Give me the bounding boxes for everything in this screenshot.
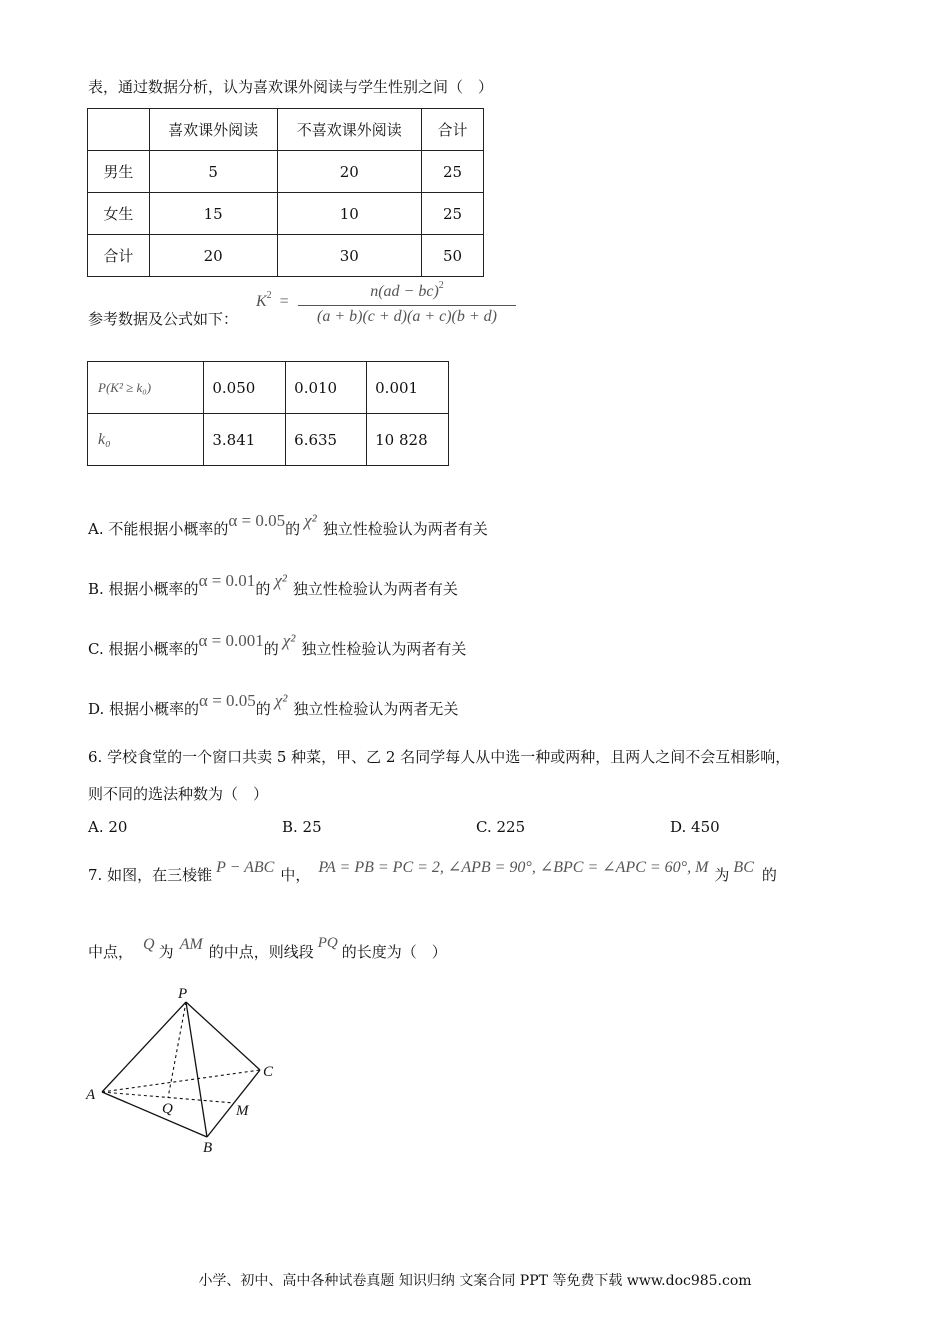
table-cell: 20 <box>277 151 422 193</box>
table-cell: 男生 <box>88 151 150 193</box>
vertex-label-b: B <box>203 1140 213 1156</box>
tetrahedron-figure <box>80 982 290 1157</box>
table-header-cell: 喜欢课外阅读 <box>149 109 277 151</box>
table-header-cell <box>88 109 150 151</box>
formula-numerator: n(ad − bc)$^2$ <box>370 280 444 300</box>
table-row <box>88 362 449 414</box>
page-footer: 小学、初中、高中各种试卷真题 知识归纳 文案合同 PPT 等免费下载 www.doc985.com <box>198 1273 752 1289</box>
table-cell: 6.635 <box>286 414 367 466</box>
probability-label: P(K² ≥ k₀) <box>88 362 204 414</box>
table-row <box>88 193 484 235</box>
option-d: D. 根据小概率的α = 0.05的 χ² 独立性检验认为两者无关 <box>88 691 459 718</box>
table-cell: 20 <box>149 235 277 277</box>
question7-line1: 7. 如图，在三棱锥 P − ABC 中， PA = PB = PC = 2, ∠APB = 90°, ∠BPC = ∠APC = 60°, M 为 BC 的 <box>88 859 777 884</box>
formula-lhs: $K^2$ = <box>256 290 289 310</box>
table-cell: 15 <box>149 193 277 235</box>
table-row <box>88 235 484 277</box>
table-row <box>88 414 449 466</box>
question6-option-b: B. 25 <box>282 818 322 836</box>
contingency-table <box>87 108 484 277</box>
edge-ab <box>102 1092 207 1137</box>
table-row <box>88 151 484 193</box>
edge-pc <box>186 1002 260 1070</box>
table-cell: 0.001 <box>367 362 449 414</box>
point-label-m: M <box>236 1103 249 1119</box>
question5-stem-tail: 表，通过数据分析，认为喜欢课外阅读与学生性别之间（ ） <box>88 78 494 96</box>
table-cell: 女生 <box>88 193 150 235</box>
question6-option-a: A. 20 <box>88 818 128 836</box>
segment-pq <box>168 1002 186 1098</box>
table-cell: 25 <box>422 151 484 193</box>
table-cell: 10 828 <box>367 414 449 466</box>
question6-line2: 则不同的选法种数为（ ） <box>88 785 269 803</box>
option-c: C. 根据小概率的α = 0.001的 χ² 独立性检验认为两者有关 <box>88 631 467 658</box>
vertex-label-c: C <box>263 1064 274 1080</box>
table-cell: 0.010 <box>286 362 367 414</box>
vertex-label-p: P <box>178 986 188 1002</box>
question7-line2: 中点， Q 为 AM 的中点，则线段 PQ 的长度为（ ） <box>88 935 447 961</box>
reference-label: 参考数据及公式如下： <box>88 310 239 328</box>
fraction-bar <box>298 305 516 306</box>
table-cell: 25 <box>422 193 484 235</box>
vertex-label-a: A <box>86 1087 96 1103</box>
table-cell: 0.050 <box>204 362 286 414</box>
table-cell: 3.841 <box>204 414 286 466</box>
question6-option-c: C. 225 <box>476 818 526 836</box>
point-label-q: Q <box>162 1101 173 1117</box>
table-header-cell: 不喜欢课外阅读 <box>277 109 422 151</box>
formula-denominator: (a + b)(c + d)(a + c)(b + d) <box>316 308 497 325</box>
edge-pa <box>102 1002 186 1092</box>
table-cell: 50 <box>422 235 484 277</box>
table-cell: 30 <box>277 235 422 277</box>
table-cell: 10 <box>277 193 422 235</box>
edge-ac-hidden <box>102 1070 260 1092</box>
table-cell: 5 <box>149 151 277 193</box>
option-a: A. 不能根据小概率的α = 0.05的 χ² 独立性检验认为两者有关 <box>88 511 488 538</box>
option-b: B. 根据小概率的α = 0.01的 χ² 独立性检验认为两者有关 <box>88 571 458 598</box>
question6-line1: 6. 学校食堂的一个窗口共卖 5 种菜，甲、乙 2 名同学每人从中选一种或两种，且两人之间不会互相影响， <box>88 748 791 766</box>
edge-pb <box>186 1002 207 1137</box>
question6-option-d: D. 450 <box>670 818 720 836</box>
k0-label: k₀ <box>88 414 204 466</box>
critical-value-table <box>87 361 449 466</box>
table-header-cell: 合计 <box>422 109 484 151</box>
table-cell: 合计 <box>88 235 150 277</box>
